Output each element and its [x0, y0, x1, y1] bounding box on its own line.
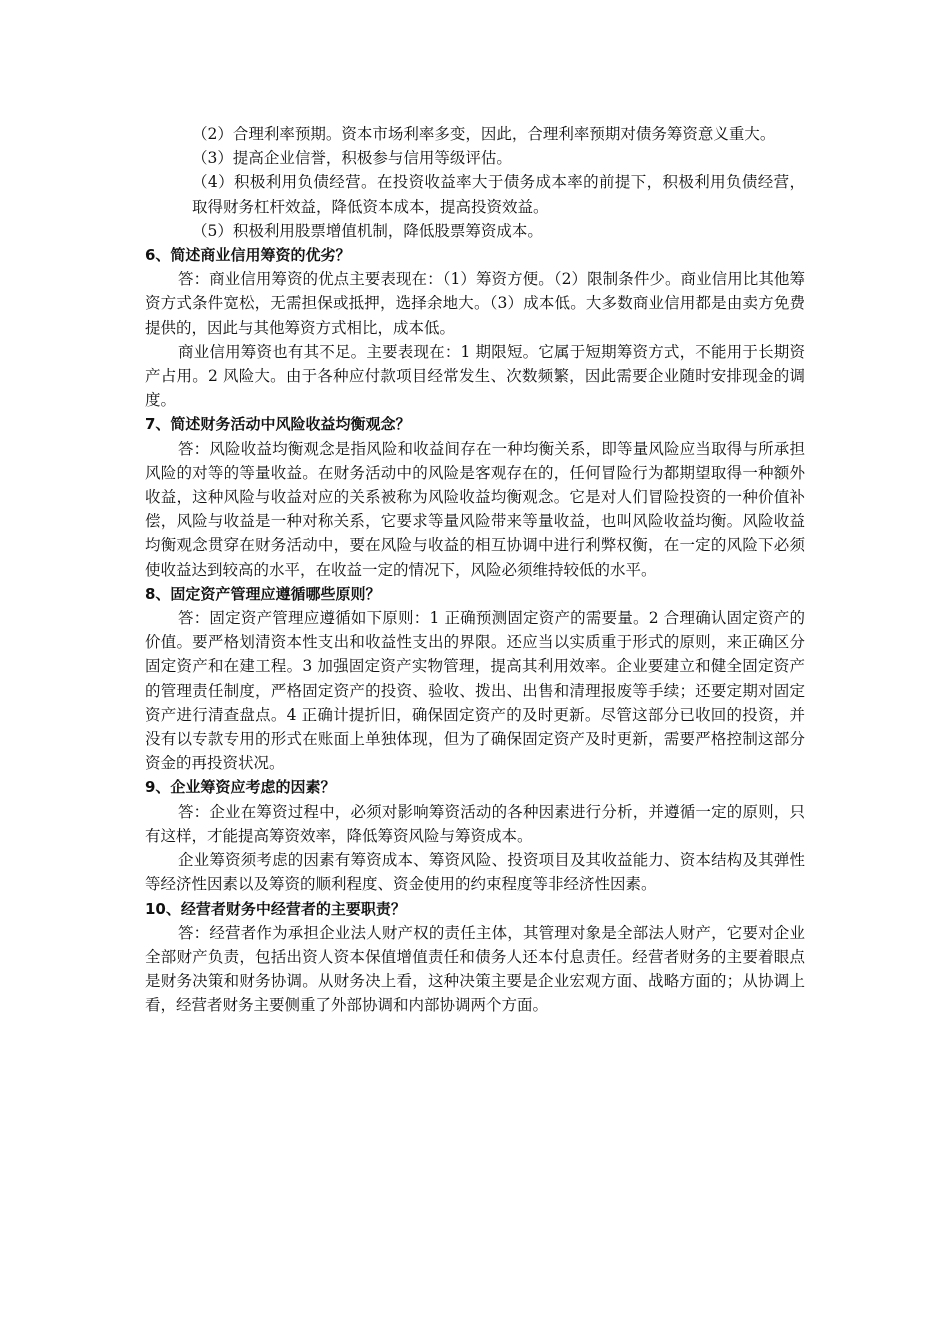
list-item-4: （4）积极利用负债经营。在投资收益率大于债务成本率的前提下，积极利用负债经营，取得财务杠杆效益，降低资本成本，提高投资效益。	[192, 173, 805, 216]
question-10-answer: 答：经营者作为承担企业法人财产权的责任主体，其管理对象是全部法人财产，它要对企业全部财产负责，包括出资人资本保值增值责任和债务人还本付息责任。经营者财务的主要着眼点是财务决策和财务协调。从财务决上看，这种决策主要是企业宏观方面、战略方面的；从协调上看，经营者财务主要侧重了外部协调和内部协调两个方面。	[145, 923, 805, 1015]
question-6-title: 6、简述商业信用筹资的优劣？	[145, 246, 351, 265]
document-page	[145, 122, 805, 1018]
question-6-answer-continued: 商业信用筹资也有其不足。主要表现在：1 期限短。它属于短期筹资方式，不能用于长期资产占用。2 风险大。由于各种应付款项目经常发生、次数频繁，因此需要企业随时安排现金的调度。	[145, 342, 805, 410]
question-7-answer: 答：风险收益均衡观念是指风险和收益间存在一种均衡关系，即等量风险应当取得与所承担风险的对等的等量收益。在财务活动中的风险是客观存在的，任何冒险行为都期望取得一种额外收益，这种风险与收益对应的关系被称为风险收益均衡观念。它是对人们冒险投资的一种价值补偿，风险与收益是一种对称关系，它要求等量风险带来等量收益，也叫风险收益均衡。风险收益均衡观念贯穿在财务活动中，要在风险与收益的相互协调中进行利弊权衡，在一定的风险下必须使收益达到较高的水平，在收益一定的情况下，风险必须维持较低的水平。	[145, 439, 805, 579]
list-item-2: （2）合理利率预期。资本市场利率多变，因此，合理利率预期对债务筹资意义重大。	[192, 125, 776, 143]
question-10-title: 10、经营者财务中经营者的主要职责？	[145, 899, 406, 918]
question-9-title: 9、企业筹资应考虑的因素？	[145, 778, 336, 797]
question-6-answer: 答：商业信用筹资的优点主要表现在：（1）筹资方便。（2）限制条件少。商业信用比其他筹资方式条件宽松，无需担保或抵押，选择余地大。（3）成本低。大多数商业信用都是由卖方免费提供的，因此与其他筹资方式相比，成本低。	[145, 270, 805, 337]
question-8-title: 8、固定资产管理应遵循哪些原则？	[145, 584, 381, 603]
question-7-title: 7、简述财务活动中风险收益均衡观念？	[145, 415, 411, 434]
question-8-answer: 答：固定资产管理应遵循如下原则：1 正确预测固定资产的需要量。2 合理确认固定资产的价值。要严格划清资本性支出和收益性支出的界限。还应当以实质重于形式的原则，来正确区分固定资产和在建工程。3 加强固定资产实物管理，提高其利用效率。企业要建立和健全固定资产的管理责任制度，严格固定资产的投资、验收、拨出、出售和清理报废等手续；还要定期对固定资产进行清查盘点。4 正确计提折旧，确保固定资产的及时更新。尽管这部分已收回的投资，并没有以专款专用的形式在账面上单独体现，但为了确保固定资产及时更新，需要严格控制这部分资金的再投资状况。	[145, 609, 805, 773]
question-9-answer: 答：企业在筹资过程中，必须对影响筹资活动的各种因素进行分析，并遵循一定的原则，只有这样，才能提高筹资效率，降低筹资风险与筹资成本。	[145, 802, 805, 845]
list-item-3: （3）提高企业信誉，积极参与信用等级评估。	[192, 149, 512, 168]
list-item-5: （5）积极利用股票增值机制，降低股票筹资成本。	[192, 221, 543, 240]
question-9-answer-continued: 企业筹资须考虑的因素有筹资成本、筹资风险、投资项目及其收益能力、资本结构及其弹性等经济性因素以及筹资的顺利程度、资金使用的约束程度等非经济性因素。	[145, 851, 805, 894]
